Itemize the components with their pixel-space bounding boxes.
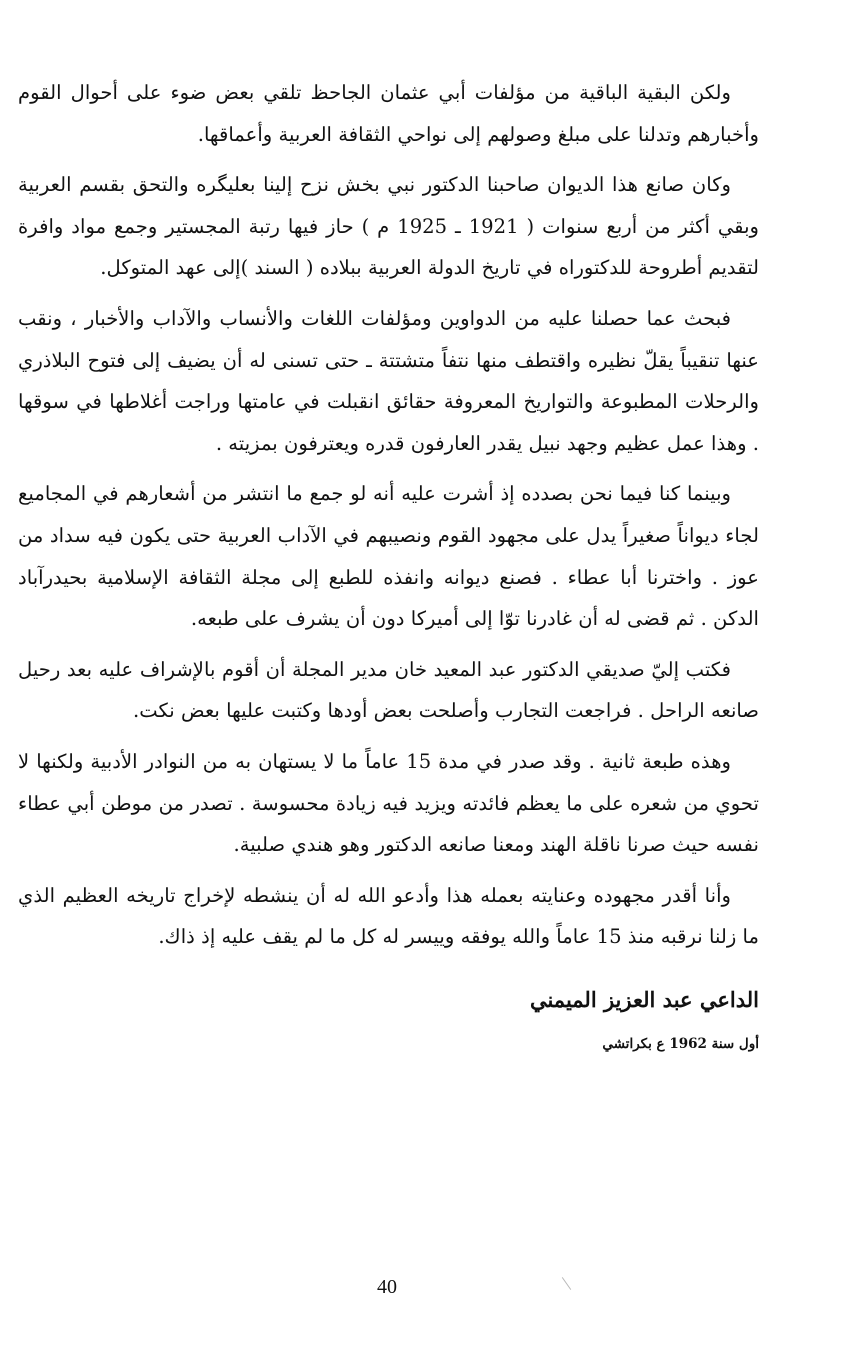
paragraph: فبحث عما حصلنا عليه من الدواوين ومؤلفات اللغات والأنساب والآداب والأخبار ، ونقب عنها تنقيباً يقلّ نظيره واقتطف منها نتفاً متشتتة ـ حتى تسنى له أن يضيف إلى فتوح البلاذري والرحلات المطبوعة والتواريخ المعروفة حقائق انقبلت في عامتها وراجت أغلاطها في سوقها . وهذا عمل عظيم وجهد نبيل يقدر العارفون قدره ويعترفون بمزيته . <box>18 306 759 455</box>
page-number: 40 <box>377 1276 397 1298</box>
paragraph: وهذه طبعة ثانية . وقد صدر في مدة 15 عاماً ما لا يستهان به من النوادر الأدبية ولكنها لا تحوي من شعره على ما يعظم فائدته ويزيد فيه زيادة محسوسة . تصدر من موطن أبي عطاء نفسه حيث صرنا ناقلة الهند ومعنا صانعه الدكتور وهو هندي صلبية. <box>18 749 759 857</box>
dateline: أول سنة 1962 ع بكراتشي <box>602 1035 759 1052</box>
paragraph: وكان صانع هذا الديوان صاحبنا الدكتور نبي بخش نزح إلينا بعليگره والتحق بقسم العربية وبقي أكثر من أربع سنوات ( 1921 ـ 1925 م ) حاز فيها رتبة المجستير وجمع مواد وافرة لتقديم أطروحة للدكتوراه في تاريخ الدولة العربية ببلاده ( السند )إلى عهد المتوكل. <box>18 173 759 280</box>
paragraph: ولكن البقية الباقية من مؤلفات أبي عثمان الجاحظ تلقي بعض ضوء على أحوال القوم وأخبارهم وتدلنا على مبلغ وصولهم إلى نواحي الثقافة العربية وأعماقها. <box>18 81 759 146</box>
signature: الداعي عبد العزيز الميمني <box>529 986 759 1012</box>
body-text <box>18 72 759 958</box>
paragraph: فكتب إليّ صديقي الدكتور عبد المعيد خان مدير المجلة أن أقوم بالإشراف عليه بعد رحيل صانعه الراحل . فراجعت التجارب وأصلحت بعض أودها وكتبت عليها بعض نكت. <box>18 657 759 723</box>
paragraph: وبينما كنا فيما نحن بصدده إذ أشرت عليه أنه لو جمع ما انتشر من أشعارهم في المجاميع لجاء ديواناً صغيراً يدل على مجهود القوم ونصيبهم في الآداب العربية حتى يكون فيه سداد من عوز . واخترنا أبا عطاء . فصنع ديوانه وانفذه للطبع إلى مجلة الثقافة الإسلامية بحيدرآباد الدكن . ثم قضى له أن غادرنا توّا إلى أميركا دون أن يشرف على طبعه. <box>18 482 759 631</box>
paragraph: وأنا أقدر مجهوده وعنايته بعمله هذا وأدعو الله له أن ينشطه لإخراج تاريخه العظيم الذي ما زلنا نرقبه منذ 15 عاماً والله يوفقه وييسر له كل ما لم يقف عليه إذ ذاك. <box>18 883 759 949</box>
